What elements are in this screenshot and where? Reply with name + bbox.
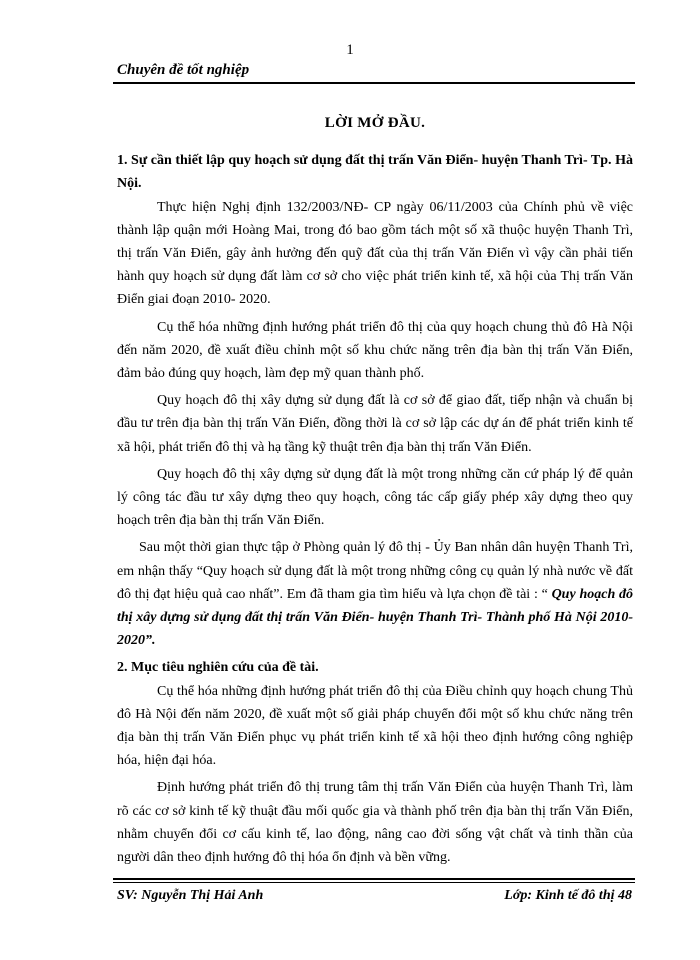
header-title: Chuyên đề tốt nghiệp (117, 62, 250, 78)
footer-class: Lớp: Kinh tế đô thị 48 (504, 888, 632, 903)
page-body (117, 112, 633, 869)
paragraph-5-text: Sau một thời gian thực tập ở Phòng quản lý đô thị - Ủy Ban nhân dân huyện Thanh Trì, em nhận thấy “Quy hoạch sử dụng đất là một trong những công cụ quản lý nhà nước về đất đô thị đạt hiệu quả cao nhất”. Em đã tham gia tìm hiểu và lựa chọn đề tài : “ (117, 540, 633, 602)
footer-student: SV: Nguyễn Thị Hải Anh (117, 888, 264, 903)
page-number: 1 (346, 42, 354, 58)
thesis-topic: Quy hoạch đô thị xây dựng sử dụng đất thị trấn Văn Điển- huyện Thanh Trì- Thành phố Hà Nội 2010- 2020”. (117, 586, 633, 649)
paragraph-7: Định hướng phát triển đô thị trung tâm thị trấn Văn Điển của huyện Thanh Trì, làm rõ các cơ sở kinh tế kỹ thuật đầu mối quốc gia và thành phố trên địa bàn thị trấn Văn Điển, nhằm chuyển đổi cơ cấu kinh tế, lao động, nâng cao đời sống vật chất và tinh thần của người dân theo định hướng đô thị hóa ổn định và bền vững. (117, 780, 633, 866)
paragraph-3: Quy hoạch đô thị xây dựng sử dụng đất là cơ sở để giao đất, tiếp nhận và chuẩn bị đầu tư trên địa bàn thị trấn Văn Điển, đồng thời là cơ sở lập các dự án để phát triển kinh tế xã hội, phát triển đô thị và hạ tầng kỹ thuật trên địa bàn thị trấn Văn Điển. (117, 393, 633, 455)
paragraph-2: Cụ thể hóa những định hướng phát triển đô thị của quy hoạch chung thủ đô Hà Nội đến năm 2020, đề xuất điều chỉnh một số khu chức năng trên địa bàn thị trấn Văn Điển, đảm bảo đúng quy hoạch, làm đẹp mỹ quan thành phố. (117, 319, 633, 382)
header-rule (113, 82, 635, 84)
section-2-heading: 2. Mục tiêu nghiên cứu của đề tài. (117, 660, 319, 676)
page-title: LỜI MỞ ĐẦU. (324, 115, 426, 131)
footer-rule (113, 878, 635, 880)
paragraph-1: Thực hiện Nghị định 132/2003/NĐ- CP ngày 06/11/2003 của Chính phủ về việc thành lập quận mới Hoàng Mai, trong đó bao gồm tách một số xã thuộc huyện Thanh Trì, thị trấn Văn Điển, gây ảnh hưởng đến quỹ đất của thị trấn Văn Điển vì vậy cần phải tiến hành quy hoạch sử dụng đất làm cơ sở cho việc phát triển kinh tế, xã hội của Thị trấn Văn Điển giai đoạn 2010- 2020. (117, 199, 633, 308)
paragraph-4: Quy hoạch đô thị xây dựng sử dụng đất là một trong những căn cứ pháp lý để quản lý công tác đầu tư xây dựng theo quy hoạch, công tác cấp giấy phép xây dựng theo quy hoạch trên địa bàn thị trấn Văn Điển. (117, 466, 633, 529)
section-1-heading: 1. Sự cần thiết lập quy hoạch sử dụng đất thị trấn Văn Điển- huyện Thanh Trì- Tp. Hà Nội. (117, 153, 633, 192)
paragraph-5 (117, 536, 633, 652)
paragraph-6: Cụ thể hóa những định hướng phát triển đô thị của Điều chỉnh quy hoạch chung Thủ đô Hà Nội đến năm 2020, đề xuất một số giải pháp chuyển đổi một số khu chức năng trên địa bàn thị trấn Văn Điển phục vụ phát triển kinh tế xã hội theo định hướng công nghiệp hóa, hiện đại hóa. (117, 683, 633, 769)
footer-rule-inner (113, 882, 635, 883)
